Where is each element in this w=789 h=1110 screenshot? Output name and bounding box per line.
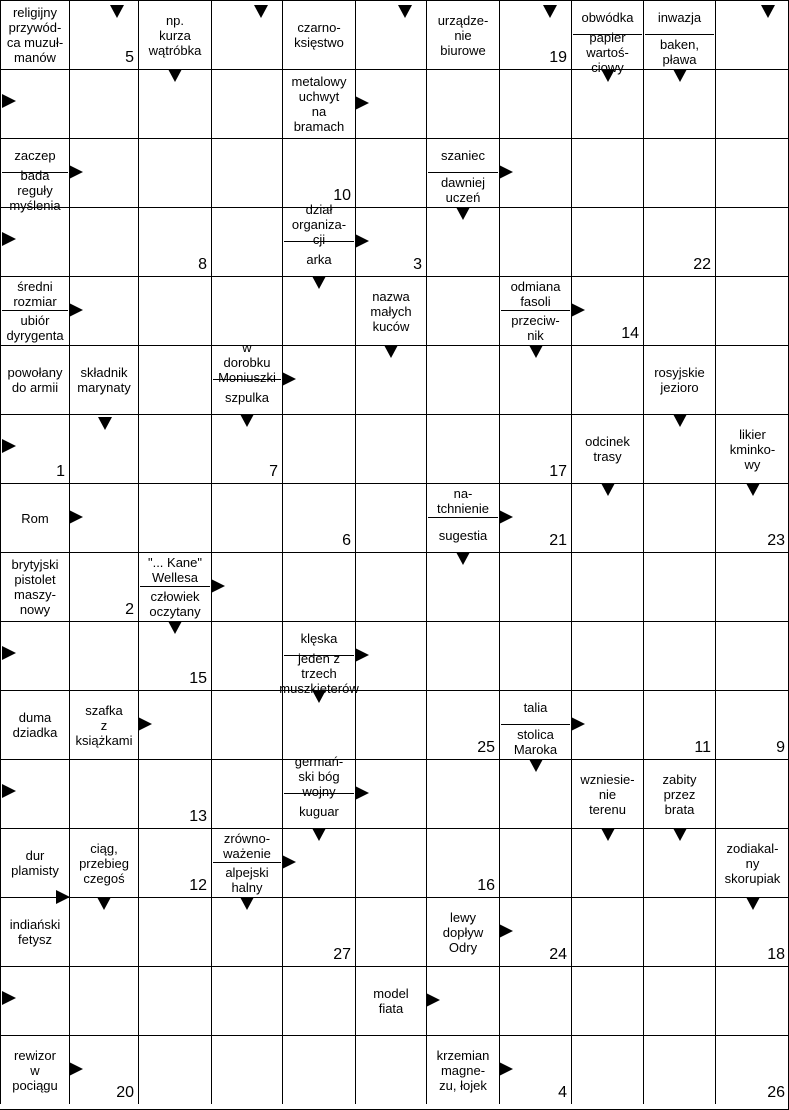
answer-cell[interactable] bbox=[426, 828, 499, 897]
answer-cell[interactable] bbox=[355, 483, 426, 552]
answer-cell[interactable] bbox=[282, 552, 355, 621]
solution-number: 9 bbox=[776, 739, 785, 756]
answer-cell[interactable] bbox=[355, 0, 426, 69]
solution-number: 15 bbox=[189, 670, 207, 687]
solution-number: 22 bbox=[693, 256, 711, 273]
answer-cell[interactable] bbox=[715, 276, 789, 345]
answer-cell[interactable] bbox=[426, 552, 499, 621]
clue-text: brytyjski pistolet maszy- nowy bbox=[11, 557, 59, 617]
answer-cell[interactable] bbox=[643, 897, 715, 966]
split-clue-cell bbox=[282, 754, 355, 828]
answer-cell[interactable] bbox=[211, 897, 282, 966]
answer-cell[interactable] bbox=[355, 621, 426, 690]
clue-text-bottom: dawniej uczeń bbox=[440, 175, 486, 205]
answer-cell[interactable] bbox=[138, 1035, 211, 1104]
solution-number: 6 bbox=[342, 532, 351, 549]
answer-cell[interactable] bbox=[355, 414, 426, 483]
answer-cell[interactable] bbox=[211, 276, 282, 345]
arrow-down-icon bbox=[110, 5, 124, 18]
answer-cell[interactable] bbox=[69, 621, 138, 690]
answer-cell[interactable] bbox=[355, 69, 426, 138]
solution-number: 21 bbox=[549, 532, 567, 549]
answer-cell[interactable] bbox=[282, 897, 355, 966]
clue-text-top: dział organiza- cji bbox=[284, 208, 354, 242]
answer-cell[interactable] bbox=[69, 207, 138, 276]
clue-cell bbox=[282, 0, 355, 69]
answer-cell[interactable] bbox=[571, 69, 643, 138]
clue-text: odcinek trasy bbox=[585, 434, 630, 464]
arrow-down-icon bbox=[254, 5, 268, 18]
clue-cell bbox=[0, 345, 69, 414]
arrow-right-icon bbox=[2, 439, 16, 453]
answer-cell[interactable] bbox=[138, 207, 211, 276]
solution-number: 13 bbox=[189, 808, 207, 825]
solution-number: 11 bbox=[694, 739, 711, 756]
answer-cell[interactable] bbox=[0, 414, 69, 483]
arrow-right-icon bbox=[2, 94, 16, 108]
answer-cell[interactable] bbox=[643, 414, 715, 483]
clue-text-bottom: alpejski halny bbox=[225, 865, 269, 895]
answer-cell[interactable] bbox=[643, 1035, 715, 1104]
clue-text-top: zrówno- ważenie bbox=[213, 829, 281, 863]
answer-cell[interactable] bbox=[643, 966, 715, 1035]
answer-cell[interactable] bbox=[715, 138, 789, 207]
answer-cell[interactable] bbox=[211, 966, 282, 1035]
solution-number: 25 bbox=[477, 739, 495, 756]
split-clue-cell bbox=[282, 202, 355, 276]
answer-cell[interactable] bbox=[211, 414, 282, 483]
answer-cell[interactable] bbox=[426, 966, 499, 1035]
answer-cell[interactable] bbox=[715, 690, 789, 759]
clue-text-top: szaniec bbox=[428, 139, 498, 173]
answer-cell[interactable] bbox=[499, 552, 571, 621]
answer-cell[interactable] bbox=[138, 828, 211, 897]
answer-cell[interactable] bbox=[0, 966, 69, 1035]
clue-text-bottom: sugestia bbox=[438, 527, 488, 543]
clue-text: wzniesie- nie terenu bbox=[580, 771, 635, 817]
clue-cell bbox=[426, 1035, 499, 1104]
solution-number: 8 bbox=[198, 256, 207, 273]
solution-number: 5 bbox=[125, 49, 134, 66]
answer-cell[interactable] bbox=[282, 483, 355, 552]
answer-cell[interactable] bbox=[69, 897, 138, 966]
answer-cell[interactable] bbox=[426, 345, 499, 414]
clue-cell bbox=[355, 276, 426, 345]
clue-cell bbox=[643, 759, 715, 828]
answer-cell[interactable] bbox=[571, 1035, 643, 1104]
answer-cell[interactable] bbox=[282, 690, 355, 759]
answer-cell[interactable] bbox=[355, 690, 426, 759]
clue-text-bottom: jeden z trzech muszkieterów bbox=[279, 650, 359, 696]
solution-number: 4 bbox=[558, 1084, 567, 1101]
answer-cell[interactable] bbox=[499, 0, 571, 69]
clue-text: nazwa małych kuców bbox=[370, 288, 412, 334]
answer-cell[interactable] bbox=[355, 138, 426, 207]
clue-text: krzemian magne- zu, łojek bbox=[436, 1047, 490, 1093]
answer-cell[interactable] bbox=[643, 552, 715, 621]
solution-number: 19 bbox=[549, 49, 567, 66]
clue-text-bottom: przeciw- nik bbox=[511, 313, 560, 343]
answer-cell[interactable] bbox=[0, 207, 69, 276]
answer-cell[interactable] bbox=[211, 1035, 282, 1104]
answer-cell[interactable] bbox=[715, 621, 789, 690]
answer-cell[interactable] bbox=[426, 690, 499, 759]
answer-cell[interactable] bbox=[282, 414, 355, 483]
answer-cell[interactable] bbox=[571, 897, 643, 966]
answer-cell[interactable] bbox=[211, 207, 282, 276]
solution-number: 20 bbox=[116, 1084, 134, 1101]
clue-text-top: germań- ski bóg wojny bbox=[284, 760, 354, 794]
answer-cell[interactable] bbox=[499, 966, 571, 1035]
clue-cell bbox=[69, 345, 138, 414]
answer-cell[interactable] bbox=[571, 966, 643, 1035]
answer-cell[interactable] bbox=[211, 690, 282, 759]
answer-cell[interactable] bbox=[69, 759, 138, 828]
answer-cell[interactable] bbox=[211, 621, 282, 690]
answer-cell[interactable] bbox=[643, 690, 715, 759]
clue-text: likier kminko- wy bbox=[729, 426, 776, 472]
clue-text-top: inwazja bbox=[645, 1, 714, 35]
clue-text: dur plamisty bbox=[11, 848, 59, 878]
answer-cell[interactable] bbox=[138, 69, 211, 138]
solution-number: 18 bbox=[767, 946, 785, 963]
answer-cell[interactable] bbox=[282, 1035, 355, 1104]
solution-number: 3 bbox=[413, 256, 422, 273]
clue-text-bottom: arka bbox=[306, 251, 332, 267]
answer-cell[interactable] bbox=[0, 621, 69, 690]
answer-cell[interactable] bbox=[499, 621, 571, 690]
clue-text: czarno- księstwo bbox=[294, 20, 344, 50]
solution-number: 17 bbox=[549, 463, 567, 480]
answer-cell[interactable] bbox=[69, 276, 138, 345]
clue-text: urządze- nie biurowe bbox=[437, 12, 489, 58]
clue-cell bbox=[426, 897, 499, 966]
answer-cell[interactable] bbox=[499, 483, 571, 552]
clue-text-top: "... Kane" Wellesa bbox=[140, 553, 210, 587]
clue-text: model fiata bbox=[373, 986, 409, 1016]
answer-cell[interactable] bbox=[138, 759, 211, 828]
solution-number: 16 bbox=[477, 877, 495, 894]
clue-cell bbox=[0, 690, 69, 759]
answer-cell[interactable] bbox=[643, 138, 715, 207]
clue-text: np. kurza wątróbka bbox=[148, 12, 202, 58]
clue-cell bbox=[643, 345, 715, 414]
answer-cell[interactable] bbox=[499, 345, 571, 414]
answer-cell[interactable] bbox=[643, 483, 715, 552]
answer-cell[interactable] bbox=[426, 276, 499, 345]
answer-cell[interactable] bbox=[571, 690, 643, 759]
answer-cell[interactable] bbox=[69, 69, 138, 138]
answer-cell[interactable] bbox=[355, 207, 426, 276]
clue-text-top: średni rozmiar bbox=[2, 277, 68, 311]
answer-cell[interactable] bbox=[426, 621, 499, 690]
answer-cell[interactable] bbox=[282, 345, 355, 414]
split-clue-cell bbox=[499, 690, 571, 759]
answer-cell[interactable] bbox=[282, 276, 355, 345]
solution-number: 24 bbox=[549, 946, 567, 963]
answer-cell[interactable] bbox=[138, 276, 211, 345]
answer-cell[interactable] bbox=[138, 690, 211, 759]
solution-number: 23 bbox=[767, 532, 785, 549]
arrow-down-icon bbox=[398, 5, 412, 18]
answer-cell[interactable] bbox=[499, 1035, 571, 1104]
arrow-down-icon bbox=[98, 417, 112, 430]
answer-cell[interactable] bbox=[138, 621, 211, 690]
answer-cell[interactable] bbox=[426, 69, 499, 138]
answer-cell[interactable] bbox=[715, 69, 789, 138]
solution-number: 14 bbox=[621, 325, 639, 342]
solution-number: 1 bbox=[56, 463, 65, 480]
answer-cell[interactable] bbox=[426, 414, 499, 483]
clue-text: lewy dopływ Odry bbox=[442, 909, 484, 955]
answer-cell[interactable] bbox=[426, 759, 499, 828]
clue-text: ciąg, przebieg czegoś bbox=[79, 840, 129, 886]
answer-cell[interactable] bbox=[282, 966, 355, 1035]
clue-cell bbox=[69, 828, 138, 897]
clue-text: metalowy uchwyt na bramach bbox=[291, 74, 347, 134]
split-clue-cell bbox=[426, 483, 499, 552]
clue-text-top: na- tchnienie bbox=[428, 484, 498, 518]
solution-number: 10 bbox=[333, 187, 351, 204]
answer-cell[interactable] bbox=[643, 69, 715, 138]
split-clue-cell bbox=[279, 621, 359, 696]
answer-cell[interactable] bbox=[571, 207, 643, 276]
clue-text: rosyjskie jezioro bbox=[654, 365, 705, 395]
answer-cell[interactable] bbox=[571, 483, 643, 552]
answer-cell[interactable] bbox=[499, 69, 571, 138]
clue-text-top: w dorobku Moniuszki bbox=[213, 346, 281, 380]
answer-cell[interactable] bbox=[715, 207, 789, 276]
answer-cell[interactable] bbox=[499, 897, 571, 966]
clue-cell bbox=[571, 759, 643, 828]
arrow-right-icon bbox=[2, 646, 16, 660]
split-clue-cell bbox=[0, 276, 69, 345]
clue-text: rewizor w pociągu bbox=[12, 1047, 58, 1093]
clue-text: duma dziadka bbox=[12, 710, 58, 740]
answer-cell[interactable] bbox=[282, 138, 355, 207]
answer-cell[interactable] bbox=[211, 138, 282, 207]
answer-cell[interactable] bbox=[571, 552, 643, 621]
arrow-right-icon bbox=[2, 991, 16, 1005]
answer-cell[interactable] bbox=[355, 345, 426, 414]
answer-cell[interactable] bbox=[571, 621, 643, 690]
clue-text-top: odmiana fasoli bbox=[501, 277, 570, 311]
answer-cell[interactable] bbox=[69, 483, 138, 552]
answer-cell[interactable] bbox=[355, 759, 426, 828]
answer-cell[interactable] bbox=[69, 1035, 138, 1104]
answer-cell[interactable] bbox=[643, 621, 715, 690]
arrow-right-icon bbox=[2, 784, 16, 798]
solution-number: 12 bbox=[189, 877, 207, 894]
arrow-right-icon bbox=[2, 232, 16, 246]
clue-text-top: zaczep bbox=[2, 139, 68, 173]
clue-text-bottom: papier wartoś- ciowy bbox=[586, 29, 629, 75]
answer-cell[interactable] bbox=[138, 138, 211, 207]
answer-cell[interactable] bbox=[571, 345, 643, 414]
answer-cell[interactable] bbox=[715, 0, 789, 69]
clue-cell bbox=[355, 966, 426, 1035]
answer-cell[interactable] bbox=[0, 69, 69, 138]
clue-text-bottom: bada reguły myślenia bbox=[9, 167, 61, 213]
answer-cell[interactable] bbox=[69, 966, 138, 1035]
solution-number: 27 bbox=[333, 946, 351, 963]
clue-text-bottom: szpulka bbox=[224, 389, 270, 405]
answer-cell[interactable] bbox=[355, 552, 426, 621]
answer-cell[interactable] bbox=[715, 966, 789, 1035]
answer-cell[interactable] bbox=[715, 483, 789, 552]
answer-cell[interactable] bbox=[571, 138, 643, 207]
answer-cell[interactable] bbox=[426, 207, 499, 276]
answer-cell[interactable] bbox=[499, 414, 571, 483]
answer-cell[interactable] bbox=[499, 138, 571, 207]
clue-text-bottom: człowiek oczytany bbox=[149, 589, 201, 619]
answer-cell[interactable] bbox=[715, 759, 789, 828]
clue-text-bottom: kuguar bbox=[299, 803, 339, 819]
answer-cell[interactable] bbox=[643, 276, 715, 345]
answer-cell[interactable] bbox=[499, 207, 571, 276]
answer-cell[interactable] bbox=[571, 276, 643, 345]
answer-cell[interactable] bbox=[715, 1035, 789, 1104]
answer-cell[interactable] bbox=[138, 483, 211, 552]
clue-text: religijny przywód- ca muzuł- manów bbox=[6, 5, 64, 65]
clue-cell bbox=[426, 0, 499, 69]
answer-cell[interactable] bbox=[715, 552, 789, 621]
arrow-down-icon bbox=[761, 5, 775, 18]
answer-cell[interactable] bbox=[0, 759, 69, 828]
clue-cell bbox=[0, 552, 69, 621]
answer-cell[interactable] bbox=[355, 1035, 426, 1104]
clue-text-top: talia bbox=[501, 691, 570, 725]
clue-text-top: obwódka bbox=[573, 1, 642, 35]
clue-cell bbox=[282, 69, 355, 138]
clue-text: zodiakal- ny skorupiak bbox=[724, 840, 781, 886]
split-clue-cell bbox=[211, 340, 282, 414]
split-clue-cell bbox=[643, 0, 715, 69]
split-clue-cell bbox=[499, 276, 571, 345]
split-clue-cell bbox=[426, 138, 499, 207]
answer-cell[interactable] bbox=[715, 345, 789, 414]
clue-text: indiański fetysz bbox=[9, 917, 61, 947]
clue-cell bbox=[69, 690, 138, 759]
answer-cell[interactable] bbox=[69, 414, 138, 483]
clue-text-bottom: stolica Maroka bbox=[513, 727, 558, 757]
answer-cell[interactable] bbox=[69, 0, 138, 69]
answer-cell[interactable] bbox=[138, 966, 211, 1035]
clue-cell bbox=[571, 414, 643, 483]
answer-cell[interactable] bbox=[355, 828, 426, 897]
answer-cell[interactable] bbox=[499, 828, 571, 897]
split-clue-cell bbox=[211, 828, 282, 897]
split-clue-cell bbox=[0, 138, 69, 213]
clue-text: składnik marynaty bbox=[77, 365, 131, 395]
clue-cell bbox=[0, 897, 69, 966]
clue-text-bottom: baken, pława bbox=[659, 37, 700, 67]
clue-cell bbox=[0, 483, 69, 552]
answer-cell[interactable] bbox=[571, 828, 643, 897]
answer-cell[interactable] bbox=[138, 345, 211, 414]
answer-cell[interactable] bbox=[138, 897, 211, 966]
clue-text: powołany do armii bbox=[7, 365, 63, 395]
answer-cell[interactable] bbox=[69, 552, 138, 621]
answer-cell[interactable] bbox=[715, 897, 789, 966]
answer-cell[interactable] bbox=[211, 759, 282, 828]
answer-cell[interactable] bbox=[69, 138, 138, 207]
answer-cell[interactable] bbox=[643, 207, 715, 276]
clue-text-bottom: ubiór dyrygenta bbox=[6, 313, 64, 343]
answer-cell[interactable] bbox=[211, 69, 282, 138]
clue-cell bbox=[0, 828, 69, 897]
clue-cell bbox=[715, 828, 789, 897]
split-clue-cell bbox=[571, 0, 643, 75]
clue-text: szafka z książkami bbox=[75, 702, 133, 748]
answer-cell[interactable] bbox=[282, 828, 355, 897]
clue-cell bbox=[715, 414, 789, 483]
answer-cell[interactable] bbox=[138, 414, 211, 483]
clue-cell bbox=[138, 0, 211, 69]
arrow-down-icon bbox=[543, 5, 557, 18]
split-clue-cell bbox=[138, 552, 211, 621]
answer-cell[interactable] bbox=[643, 828, 715, 897]
solution-number: 2 bbox=[125, 601, 134, 618]
answer-cell[interactable] bbox=[211, 552, 282, 621]
answer-cell[interactable] bbox=[211, 483, 282, 552]
answer-cell[interactable] bbox=[355, 897, 426, 966]
answer-cell[interactable] bbox=[499, 759, 571, 828]
clue-cell bbox=[0, 0, 69, 69]
solution-number: 26 bbox=[767, 1084, 785, 1101]
clue-text-top: klęska bbox=[284, 622, 354, 656]
clue-text: Rom bbox=[21, 510, 49, 526]
clue-text: zabity przez brata bbox=[662, 771, 697, 817]
solution-number: 7 bbox=[269, 463, 278, 480]
clue-cell bbox=[0, 1035, 69, 1104]
answer-cell[interactable] bbox=[211, 0, 282, 69]
